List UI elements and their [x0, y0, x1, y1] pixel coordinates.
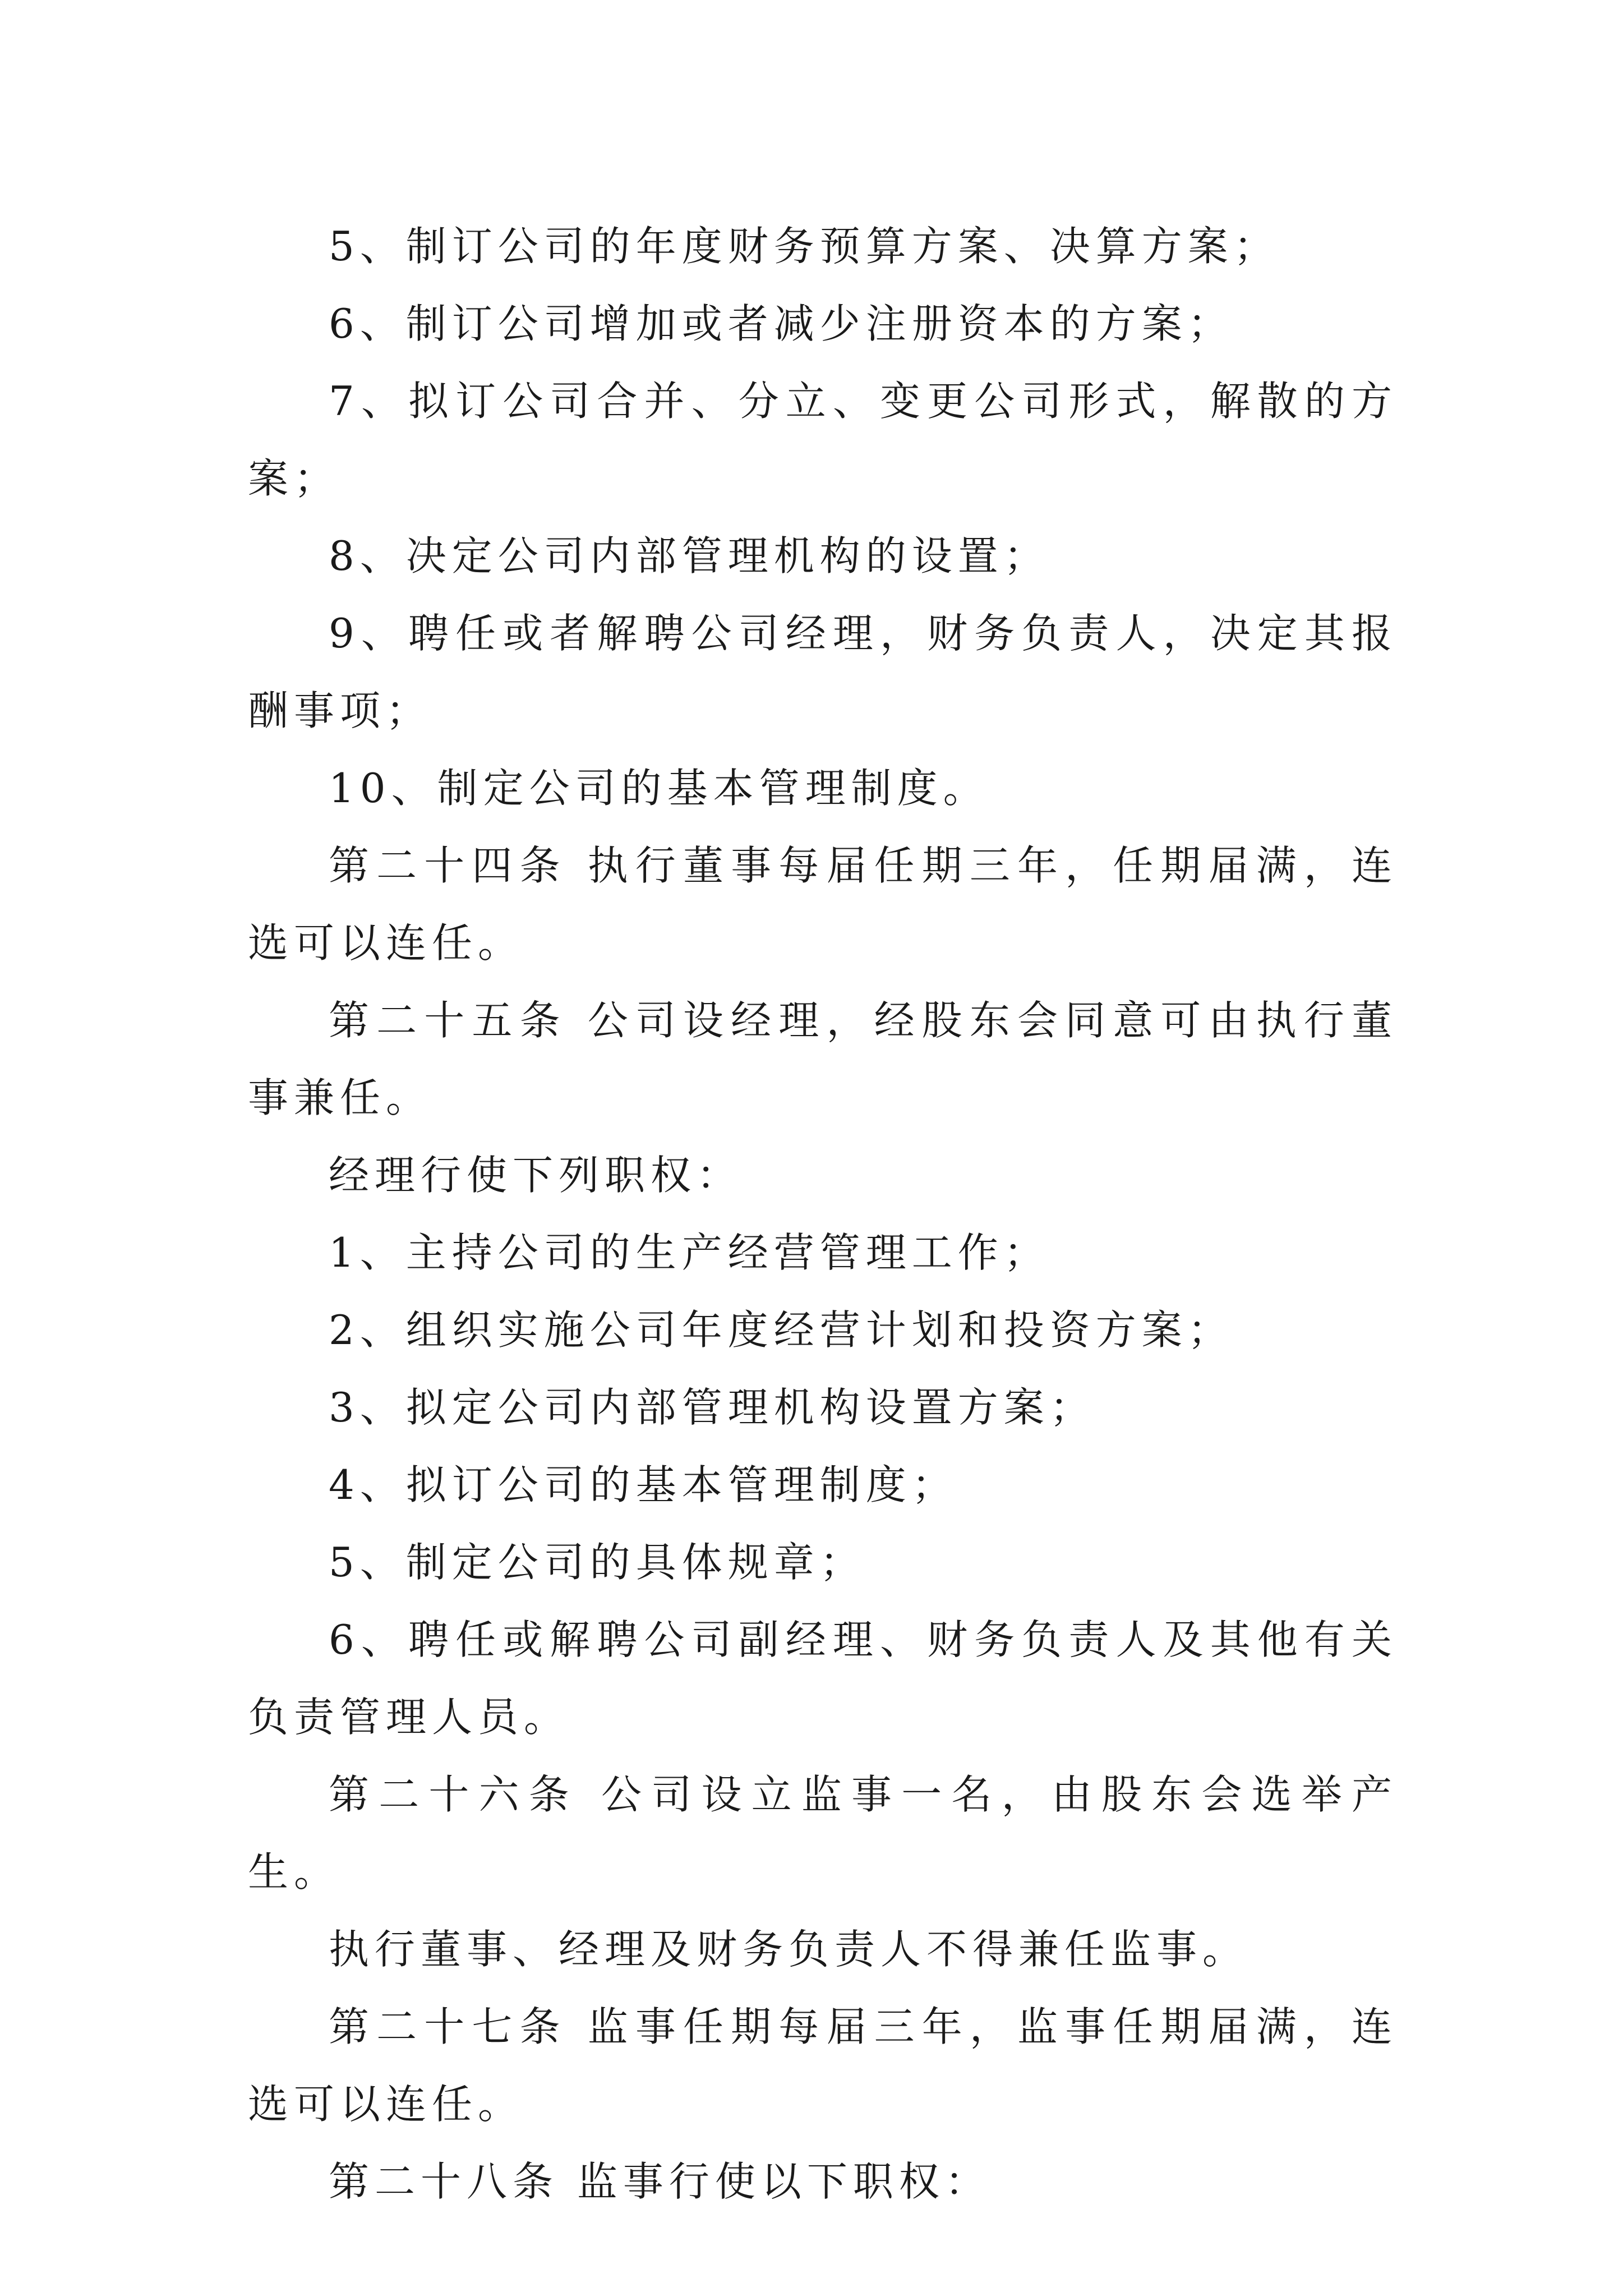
paragraph-manager-powers: 经理行使下列职权： — [329, 1152, 743, 1199]
paragraph-article-27: 第二十七条 监事任期每届三年，监事任期届满，连选可以连任。 — [248, 2003, 1398, 2128]
paragraph-item-8-structure: 8、决定公司内部管理机构的设置； — [329, 532, 1050, 579]
paragraph-item-10-rules: 10、制定公司的基本管理制度。 — [329, 765, 989, 812]
paragraph-article-26: 第二十六条 公司设立监事一名，由股东会选举产生。 — [248, 1771, 1398, 1895]
paragraph-article-24: 第二十四条 执行董事每届任期三年，任期届满，连选可以连任。 — [248, 842, 1398, 967]
paragraph-item-6-capital: 6、制订公司增加或者减少注册资本的方案； — [329, 300, 1234, 347]
paragraph-manager-item-5: 5、制定公司的具体规章； — [329, 1539, 866, 1586]
paragraph-supervisor-restriction: 执行董事、经理及财务负责人不得兼任监事。 — [329, 1926, 1249, 1973]
document-body — [248, 208, 1398, 2220]
paragraph-manager-item-2: 2、组织实施公司年度经营计划和投资方案； — [329, 1306, 1234, 1354]
paragraph-item-5-budget: 5、制订公司的年度财务预算方案、决算方案； — [329, 223, 1280, 270]
paragraph-manager-item-3: 3、拟定公司内部管理机构设置方案； — [329, 1384, 1096, 1431]
paragraph-manager-item-4: 4、拟订公司的基本管理制度； — [329, 1461, 958, 1508]
paragraph-article-28: 第二十八条 监事行使以下职权： — [329, 2158, 991, 2205]
paragraph-item-7-merger: 7、拟订公司合并、分立、变更公司形式，解散的方案； — [248, 378, 1398, 502]
paragraph-article-25: 第二十五条 公司设经理，经股东会同意可由执行董事兼任。 — [248, 997, 1398, 1121]
paragraph-item-9-appointment: 9、聘任或者解聘公司经理，财务负责人，决定其报酬事项； — [248, 610, 1398, 734]
paragraph-manager-item-6: 6、聘任或解聘公司副经理、财务负责人及其他有关负责管理人员。 — [248, 1616, 1398, 1741]
paragraph-manager-item-1: 1、主持公司的生产经营管理工作； — [329, 1229, 1050, 1276]
